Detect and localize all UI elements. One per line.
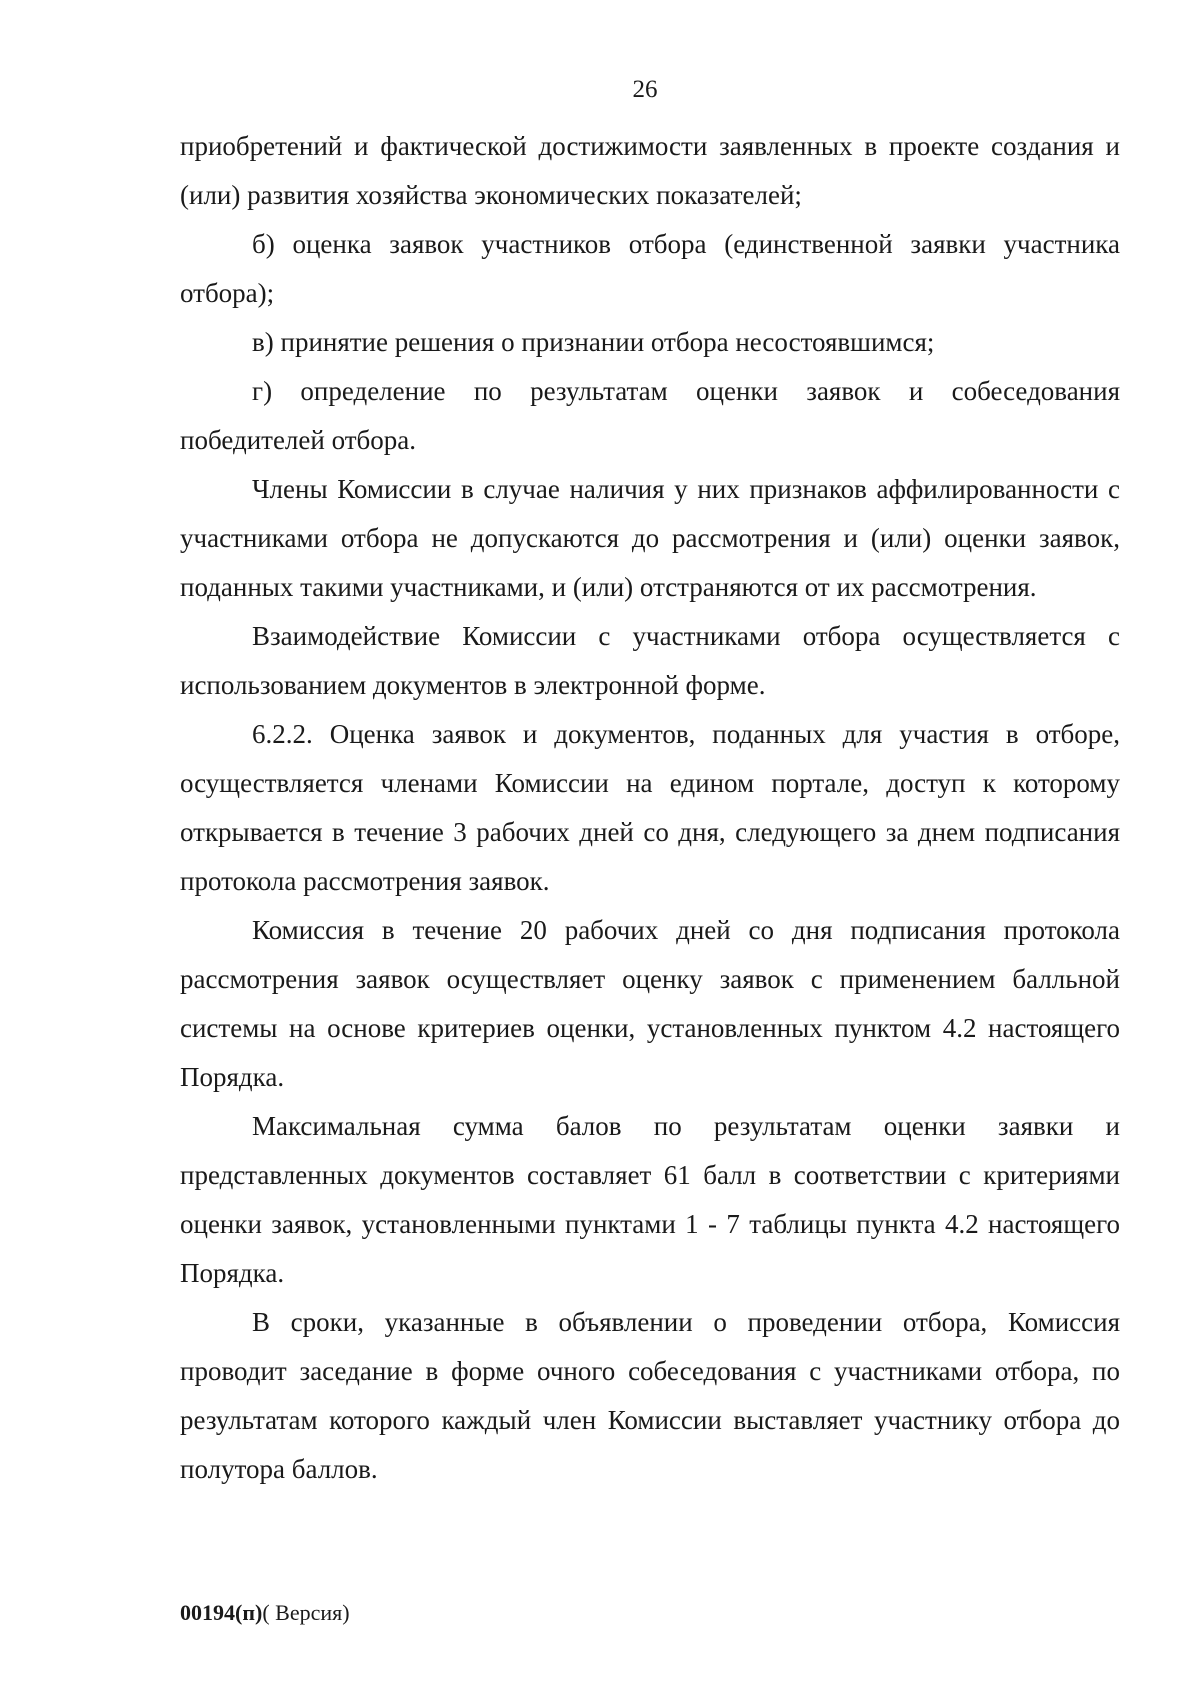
- paragraph-item-b: б) оценка заявок участников отбора (единственной заявки участника отбора);: [180, 229, 1120, 308]
- paragraph-interaction: Взаимодействие Комиссии с участниками отбора осуществляется с использованием документов в электронной форме.: [180, 621, 1120, 700]
- paragraph-commission-evaluation: Комиссия в течение 20 рабочих дней со дня подписания протокола рассмотрения заявок осуществляет оценку заявок с применением балльной системы на основе критериев оценки, установленных пунктом 4.2 настоящего Порядка.: [180, 915, 1120, 1092]
- page-number: 26: [632, 76, 658, 103]
- paragraph-6-2-2: 6.2.2. Оценка заявок и документов, поданных для участия в отборе, осуществляется членами Комиссии на едином портале, доступ к которому открывается в течение 3 рабочих дней со дня, следующего за днем подписания протокола рассмотрения заявок.: [180, 719, 1120, 896]
- document-footer: [180, 1600, 350, 1626]
- document-body: [180, 122, 1120, 1494]
- paragraph-item-g: г) определение по результатам оценки заявок и собеседования победителей отбора.: [180, 376, 1120, 455]
- paragraph-affiliation: Члены Комиссии в случае наличия у них признаков аффилированности с участниками отбора не допускаются до рассмотрения и (или) оценки заявок, поданных такими участниками, и (или) отстраняются от их рассмотрения.: [180, 474, 1120, 602]
- paragraph-interview: В сроки, указанные в объявлении о проведении отбора, Комиссия проводит заседание в форме очного собеседования с участниками отбора, по результатам которого каждый член Комиссии выставляет участнику отбора до полутора баллов.: [180, 1307, 1120, 1484]
- paragraph-continuation: приобретений и фактической достижимости заявленных в проекте создания и (или) развития хозяйства экономических показателей;: [180, 131, 1120, 210]
- document-version: ( Версия): [262, 1600, 350, 1625]
- paragraph-max-score: Максимальная сумма балов по результатам оценки заявки и представленных документов составляет 61 балл в соответствии с критериями оценки заявок, установленными пунктами 1 - 7 таблицы пункта 4.2 настоящего Порядка.: [180, 1111, 1120, 1288]
- document-code: 00194(п): [180, 1600, 263, 1625]
- paragraph-item-v: в) принятие решения о признании отбора несостоявшимся;: [252, 327, 935, 357]
